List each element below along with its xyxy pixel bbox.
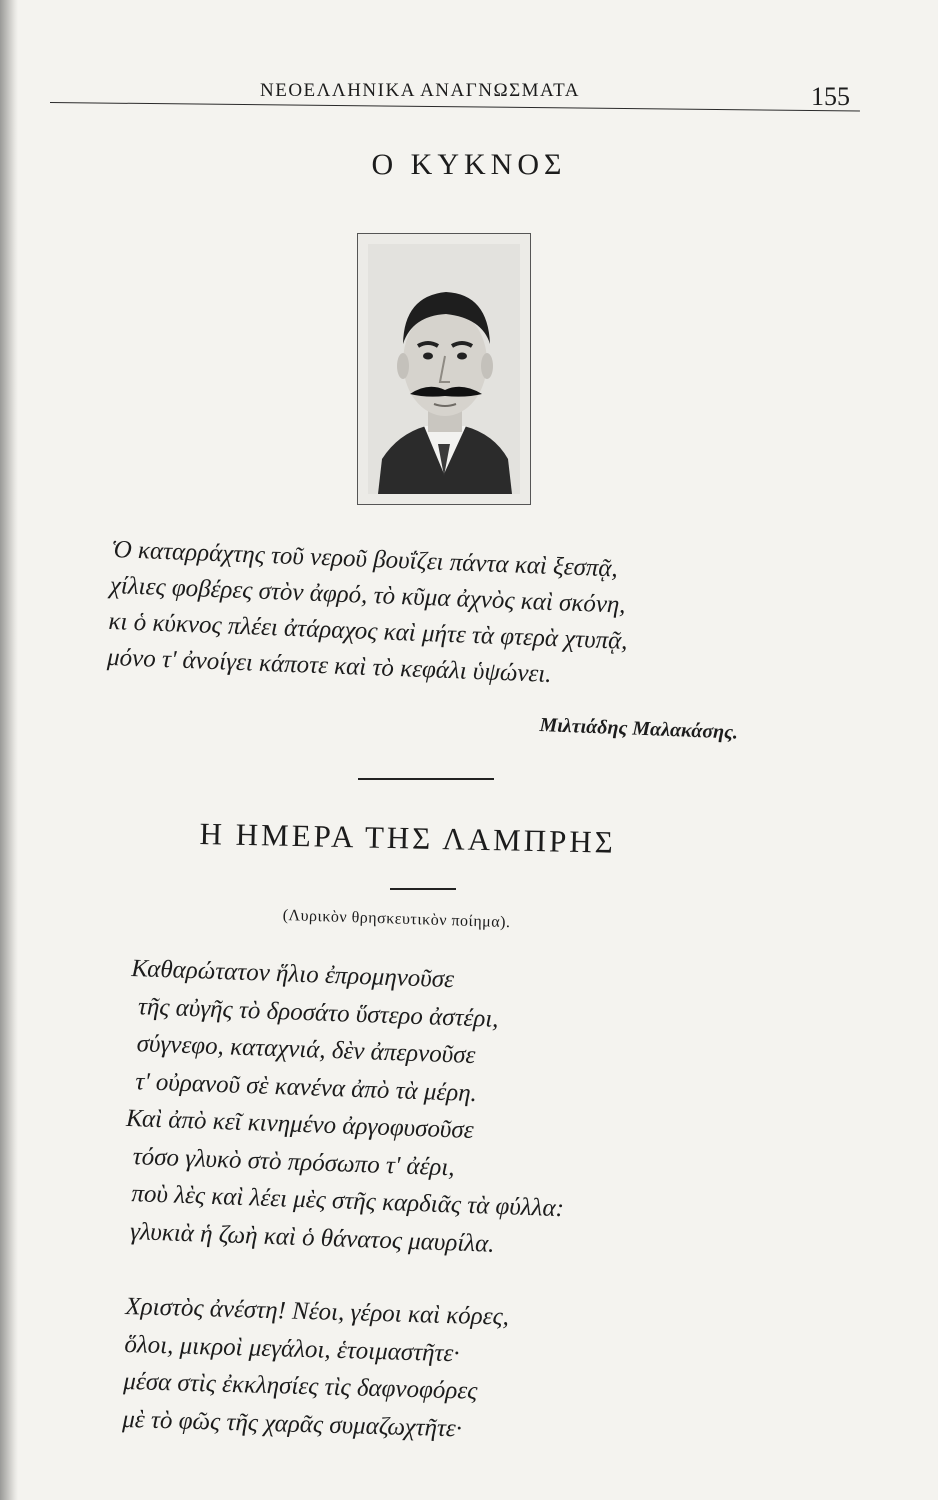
title-underline — [390, 888, 456, 890]
page-gutter-shadow — [0, 0, 18, 1500]
header-rule — [50, 102, 860, 111]
poem-lampri-stanza-1 — [122, 950, 732, 1271]
poem-line: κι ὁ κύκνος πλέει ἀτάραχος καὶ μήτε τὰ φτερὰ χτυπᾷ, — [108, 607, 629, 655]
author-signature: Μιλτιάδης Μαλακάσης. — [539, 714, 739, 744]
poem-subtitle: (Λυρικὸν θρησκευτικὸν ποίημα). — [282, 907, 511, 932]
poem-line: ποὺ λὲς καὶ λέει μὲς στῆς καρδιᾶς τὰ φύλλα: — [131, 1180, 565, 1223]
poem-line: μέσα στὶς ἐκκλησίες τὶς δαφνοφόρες — [123, 1367, 478, 1405]
poem-title-lampri: Η ΗΜΕΡΑ ΤΗΣ ΛΑΜΠΡΗΣ — [199, 816, 617, 860]
poem-line: σύγνεφο, καταχνιά, δὲν ἀπερνοῦσε — [136, 1030, 476, 1070]
page-number: 155 — [811, 82, 850, 111]
portrait-photo-icon — [368, 244, 520, 494]
running-head — [40, 70, 860, 110]
poem-line: Ὁ καταρράχτης τοῦ νεροῦ βουΐζει πάντα καὶ ξεσπᾷ, — [110, 535, 619, 583]
poem-line: τ' οὐρανοῦ σὲ κανένα ἀπὸ τὰ μέρη. — [134, 1067, 478, 1107]
poem-line: χίλιες φοβέρες στὸν ἀφρό, τὸ κῦμα ἀχνὸς καὶ σκόνη, — [109, 571, 627, 619]
running-title: ΝΕΟΕΛΛΗΝΙΚΑ ΑΝΑΓΝΩΣΜΑΤΑ — [260, 80, 580, 101]
poem-line: γλυκιὰ ἡ ζωὴ καὶ ὁ θάνατος μαυρίλα. — [129, 1217, 495, 1258]
poem-line: μὲ τὸ φῶς τῆς χαρᾶς συμαζωχτῆτε· — [121, 1405, 463, 1442]
poem-lampri-stanza-2 — [122, 1288, 726, 1455]
author-portrait — [357, 233, 531, 505]
poem-title-kyknos: Ο ΚΥΚΝΟΣ — [371, 148, 567, 181]
section-divider — [358, 778, 494, 780]
poem-line: τόσο γλυκὸ στὸ πρόσωπο τ' ἀέρι, — [132, 1142, 456, 1181]
poem-line: Καὶ ἀπὸ κεῖ κινημένο ἀργοφυσοῦσε — [125, 1104, 475, 1145]
poem-kyknos-text — [106, 532, 791, 702]
poem-line: τῆς αὐγῆς τὸ δροσάτο ὕστερο ἀστέρι, — [137, 992, 500, 1033]
poem-line: ὅλοι, μικροὶ μεγάλοι, ἑτοιμαστῆτε· — [124, 1330, 460, 1367]
poem-line: Χριστὸς ἀνέστη! Νέοι, γέροι καὶ κόρες, — [125, 1292, 510, 1331]
poem-line: μόνο τ' ἀνοίγει κάποτε καὶ τὸ κεφάλι ὑψώνει. — [106, 643, 553, 688]
poem-line: Καθαρώτατον ἥλιο ἐπρομηνοῦσε — [130, 954, 455, 994]
